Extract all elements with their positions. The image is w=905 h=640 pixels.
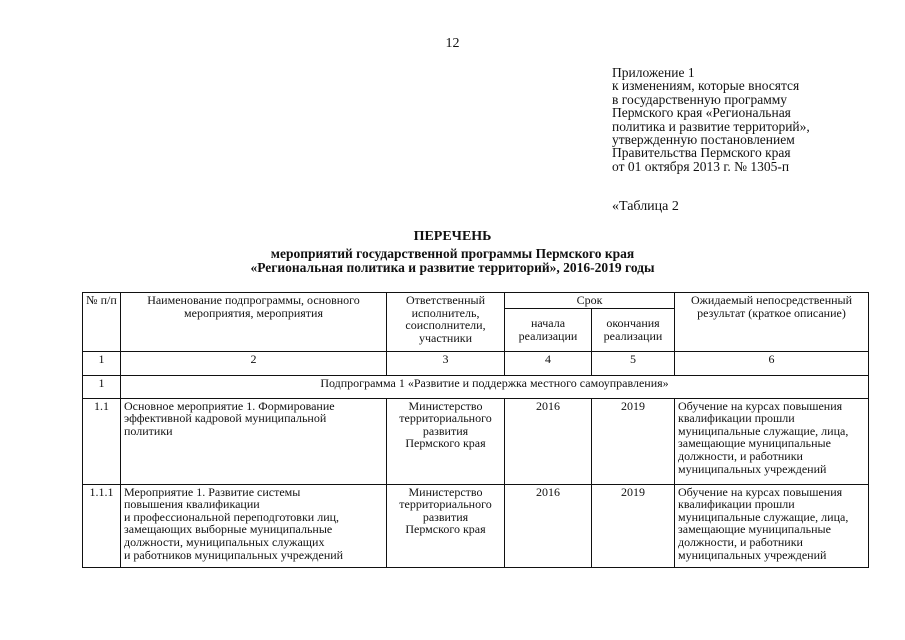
row-result-line: муниципальные служащие, лица, xyxy=(678,509,849,524)
row-executor-line: Пермского края xyxy=(405,436,486,451)
table-row xyxy=(83,484,869,567)
column-number: 6 xyxy=(675,351,869,375)
row-num: 1.1 xyxy=(83,398,121,484)
subprogram-num: 1 xyxy=(83,375,121,398)
column-number-row xyxy=(83,351,869,375)
measures-table xyxy=(82,292,869,568)
row-executor-line: Министерство xyxy=(408,484,483,499)
document-subtitle xyxy=(0,247,905,275)
row-end: 2019 xyxy=(592,398,675,484)
row-result-line: муниципальные служащие, лица, xyxy=(678,423,849,438)
table-reference: «Таблица 2 xyxy=(612,199,679,214)
table-row xyxy=(83,398,869,484)
row-name xyxy=(121,398,387,484)
appendix-line: утвержденную постановлением xyxy=(612,132,795,148)
row-start: 2016 xyxy=(505,484,592,567)
row-result-line: замещающие муниципальные xyxy=(678,522,831,537)
row-result-line: квалификации прошли xyxy=(678,411,795,426)
appendix-line: Правительства Пермского края xyxy=(612,145,791,161)
appendix-line: в государственную программу xyxy=(612,91,788,107)
row-result-line: замещающие муниципальные xyxy=(678,436,831,451)
row-name-line: политики xyxy=(124,423,173,438)
row-result xyxy=(675,484,869,567)
page-number: 12 xyxy=(445,36,460,51)
row-result-line: муниципальных учреждений xyxy=(678,461,827,476)
row-result xyxy=(675,398,869,484)
header-term: Срок xyxy=(505,293,675,309)
row-start: 2016 xyxy=(505,398,592,484)
row-executor xyxy=(387,484,505,567)
row-name xyxy=(121,484,387,567)
row-name-line: и работников муниципальных учреждений xyxy=(124,547,344,562)
subtitle-line: мероприятий государственной программы Пермского края xyxy=(270,246,635,261)
row-result-line: Обучение на курсах повышения xyxy=(678,398,843,413)
appendix-line: к изменениям, которые вносятся xyxy=(612,78,800,94)
row-result-line: должности, и работники xyxy=(678,534,803,549)
subtitle-line: «Региональная политика и развитие территорий», 2016-2019 годы xyxy=(250,260,655,275)
row-name-line: должности, муниципальных служащих xyxy=(124,534,325,549)
row-executor-line: территориального xyxy=(399,497,492,512)
header-num: № п/п xyxy=(83,293,121,352)
appendix-line: политика и развитие территорий», xyxy=(612,118,810,134)
subprogram-title: Подпрограмма 1 «Развитие и поддержка местного самоуправления» xyxy=(121,375,869,398)
row-result-line: Обучение на курсах повышения xyxy=(678,484,843,499)
row-name-line: замещающих выборные муниципальные xyxy=(124,522,333,537)
row-executor-line: развития xyxy=(422,509,469,524)
appendix-line: Приложение 1 xyxy=(612,65,695,80)
row-executor-line: Министерство xyxy=(408,398,483,413)
row-name-line: повышения квалификации xyxy=(124,497,260,512)
column-number: 4 xyxy=(505,351,592,375)
row-executor xyxy=(387,398,505,484)
row-result-line: должности, и работники xyxy=(678,448,803,463)
row-executor-line: территориального xyxy=(399,411,492,426)
row-name-line: Основное мероприятие 1. Формирование xyxy=(124,398,335,413)
row-name-line: и профессиональной переподготовки лиц, xyxy=(124,509,340,524)
appendix-line: Пермского края «Региональная xyxy=(612,105,791,121)
row-result-line: квалификации прошли xyxy=(678,497,795,512)
row-name-line: эффективной кадровой муниципальной xyxy=(124,411,327,426)
row-executor-line: развития xyxy=(422,423,469,438)
appendix-note xyxy=(612,66,810,173)
row-executor-line: Пермского края xyxy=(405,522,486,537)
column-number: 3 xyxy=(387,351,505,375)
appendix-line: от 01 октября 2013 г. № 1305-п xyxy=(612,158,790,174)
header-executor: Ответственный исполнитель, соисполнители, участники xyxy=(387,293,505,352)
header-result: Ожидаемый непосредственный результат (краткое описание) xyxy=(675,293,869,352)
row-end: 2019 xyxy=(592,484,675,567)
header-end: окончания реализации xyxy=(592,308,675,351)
column-number: 1 xyxy=(83,351,121,375)
document-title: ПЕРЕЧЕНЬ xyxy=(413,229,492,244)
row-num: 1.1.1 xyxy=(83,484,121,567)
header-name: Наименование подпрограммы, основного мероприятия, мероприятия xyxy=(121,293,387,352)
column-number: 2 xyxy=(121,351,387,375)
row-result-line: муниципальных учреждений xyxy=(678,547,827,562)
header-start: начала реализации xyxy=(505,308,592,351)
subprogram-row xyxy=(83,375,869,398)
row-name-line: Мероприятие 1. Развитие системы xyxy=(124,484,301,499)
column-number: 5 xyxy=(592,351,675,375)
